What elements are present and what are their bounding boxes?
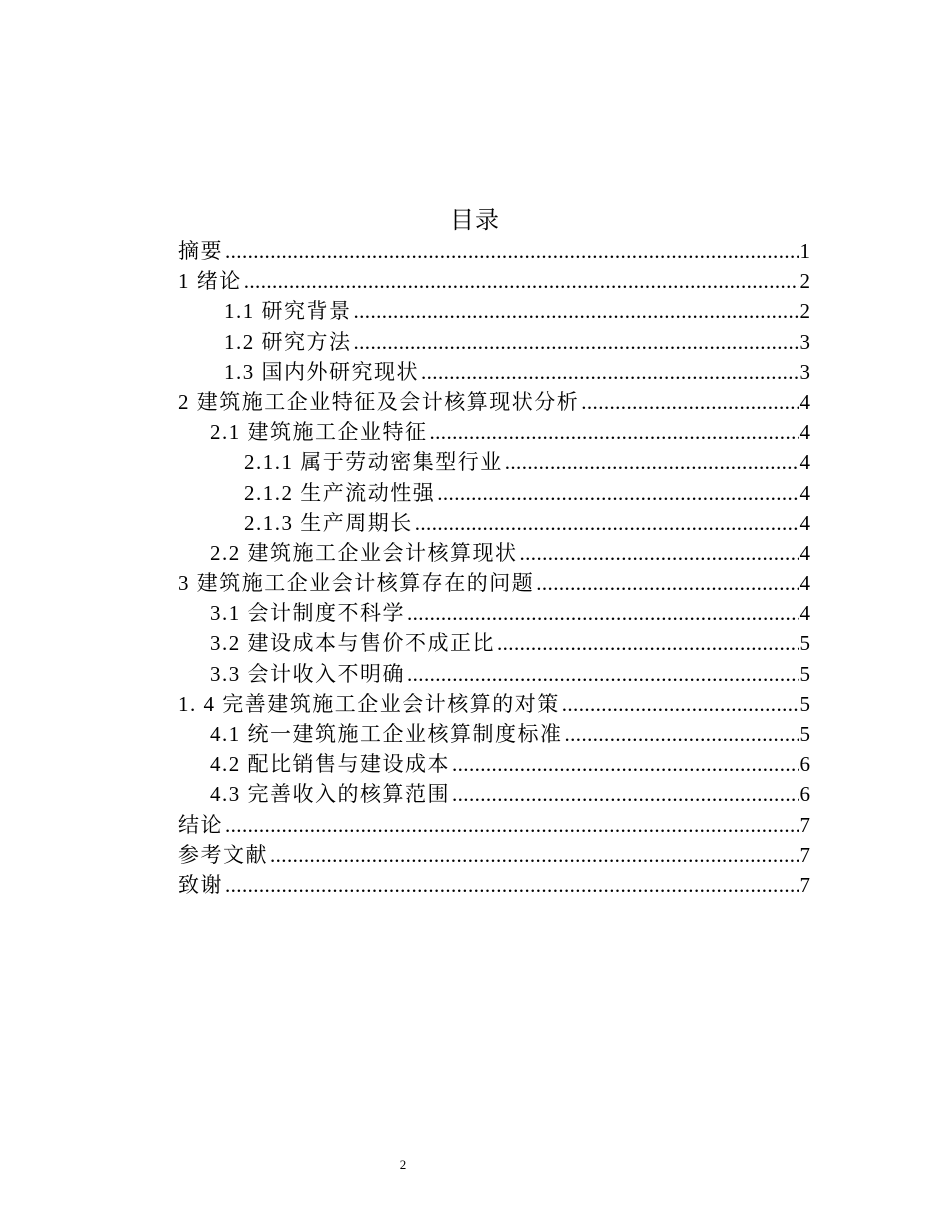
toc-entry[interactable] — [178, 447, 810, 477]
toc-leader-dots — [437, 478, 798, 508]
toc-entry-label: 2.2 建筑施工企业会计核算现状 — [210, 540, 518, 565]
toc-entry[interactable] — [178, 568, 810, 598]
toc-leader-dots — [225, 870, 799, 900]
toc-entry-page: 6 — [799, 752, 810, 777]
toc-entry-page: 4 — [799, 389, 810, 414]
toc-entry-label: 1. 4 完善建筑施工企业会计核算的对策 — [178, 691, 560, 716]
toc-entry[interactable] — [178, 357, 810, 387]
toc-leader-dots — [421, 357, 799, 387]
toc-leader-dots — [536, 568, 798, 598]
toc-entry-label: 结论 — [178, 812, 223, 837]
toc-entry-label: 致谢 — [178, 872, 223, 897]
toc-entry-page: 4 — [799, 510, 810, 535]
toc-entry-label: 2.1.3 生产周期长 — [244, 510, 413, 535]
toc-entry-page: 1 — [799, 239, 810, 263]
toc-entry-label: 3.3 会计收入不明确 — [210, 661, 405, 686]
toc-leader-dots — [520, 538, 799, 568]
toc-leader-dots — [225, 236, 799, 266]
toc-entry-label: 1.2 研究方法 — [224, 329, 352, 354]
toc-entry-page: 4 — [799, 420, 810, 445]
toc-entry-label: 2.1 建筑施工企业特征 — [210, 420, 428, 445]
toc-entry-label: 4.3 完善收入的核算范围 — [210, 782, 450, 807]
toc-entry-page: 2 — [799, 299, 810, 324]
toc-entry[interactable] — [178, 840, 810, 870]
page-number: 2 — [399, 1157, 407, 1172]
toc-leader-dots — [270, 840, 799, 870]
toc-entry[interactable] — [178, 478, 810, 508]
toc-entry[interactable] — [178, 236, 810, 266]
toc-entry[interactable] — [178, 689, 810, 719]
toc-leader-dots — [505, 447, 799, 477]
toc-entry[interactable] — [178, 327, 810, 357]
toc-entry-label: 2.1.2 生产流动性强 — [244, 480, 436, 505]
toc-entry-page: 4 — [799, 601, 810, 626]
toc-leader-dots — [407, 598, 799, 628]
toc-entry-page: 5 — [799, 722, 810, 746]
toc-entry[interactable] — [178, 779, 810, 809]
toc-entry-label: 3.2 建设成本与售价不成正比 — [210, 631, 495, 656]
toc-leader-dots — [430, 417, 799, 447]
toc-entry-page: 6 — [799, 782, 810, 807]
table-of-contents — [178, 236, 810, 900]
toc-entry[interactable] — [178, 810, 810, 840]
toc-entry[interactable] — [178, 870, 810, 900]
toc-entry-page: 5 — [799, 631, 810, 656]
toc-entry[interactable] — [178, 628, 810, 658]
toc-entry[interactable] — [178, 266, 810, 296]
toc-leader-dots — [415, 508, 799, 538]
toc-entry-label: 2.1.1 属于劳动密集型行业 — [244, 450, 503, 475]
toc-entry[interactable] — [178, 387, 810, 417]
toc-entry[interactable] — [178, 598, 810, 628]
toc-entry-label: 4.1 统一建筑施工企业核算制度标准 — [210, 722, 563, 746]
toc-entry[interactable] — [178, 417, 810, 447]
toc-title: 目录 — [450, 208, 500, 234]
toc-entry-page: 3 — [799, 359, 810, 384]
toc-entry-label: 参考文献 — [178, 842, 268, 867]
toc-leader-dots — [581, 387, 798, 417]
toc-entry[interactable] — [178, 719, 810, 749]
toc-entry-page: 2 — [799, 269, 810, 294]
toc-entry-page: 3 — [799, 329, 810, 354]
toc-entry-label: 3.1 会计制度不科学 — [210, 601, 405, 626]
toc-entry-label: 1 绪论 — [178, 269, 242, 294]
toc-entry[interactable] — [178, 538, 810, 568]
toc-entry[interactable] — [178, 659, 810, 689]
toc-leader-dots — [225, 810, 799, 840]
toc-leader-dots — [452, 779, 799, 809]
toc-leader-dots — [407, 659, 799, 689]
toc-entry-page: 7 — [799, 842, 810, 867]
toc-leader-dots — [354, 296, 799, 326]
toc-entry-page: 4 — [799, 480, 810, 505]
toc-entry-page: 5 — [799, 661, 810, 686]
toc-entry[interactable] — [178, 508, 810, 538]
toc-entry-label: 1.3 国内外研究现状 — [224, 359, 419, 384]
toc-entry-page: 7 — [799, 812, 810, 837]
toc-leader-dots — [354, 327, 799, 357]
toc-entry-page: 7 — [799, 872, 810, 897]
toc-leader-dots — [497, 628, 799, 658]
toc-entry-label: 2 建筑施工企业特征及会计核算现状分析 — [178, 389, 580, 414]
toc-entry-label: 摘要 — [178, 239, 223, 263]
toc-entry-page: 4 — [799, 571, 810, 596]
toc-entry-label: 3 建筑施工企业会计核算存在的问题 — [178, 571, 535, 596]
toc-entry[interactable] — [178, 749, 810, 779]
toc-leader-dots — [452, 749, 799, 779]
toc-leader-dots — [562, 689, 799, 719]
toc-entry-page: 4 — [799, 450, 810, 475]
toc-leader-dots — [244, 266, 799, 296]
toc-entry-page: 4 — [799, 540, 810, 565]
toc-entry-label: 1.1 研究背景 — [224, 299, 352, 324]
toc-entry[interactable] — [178, 296, 810, 326]
toc-entry-page: 5 — [799, 691, 810, 716]
toc-leader-dots — [565, 719, 799, 749]
toc-entry-label: 4.2 配比销售与建设成本 — [210, 752, 450, 777]
